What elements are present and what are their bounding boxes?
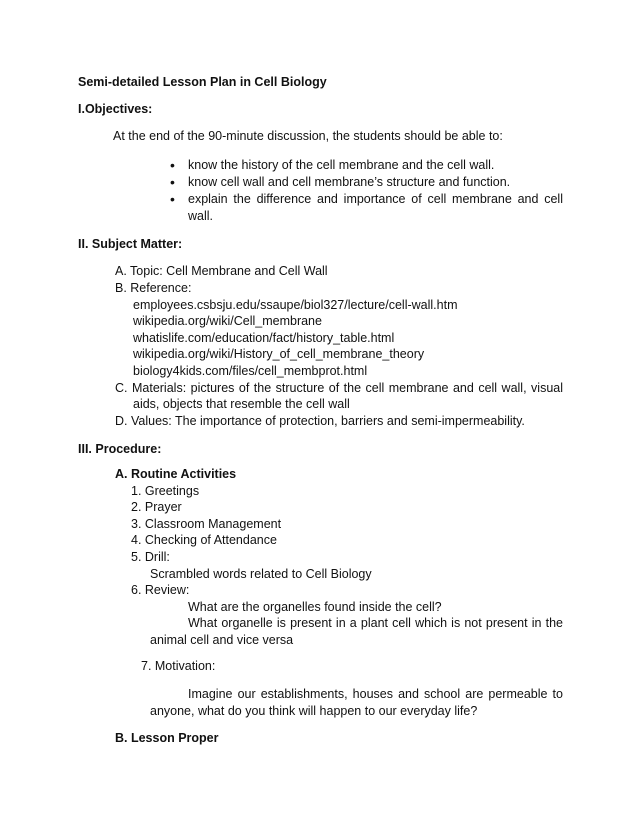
subject-materials-cont: aids, objects that resemble the cell wall xyxy=(133,397,350,411)
bullet-icon: • xyxy=(170,174,175,190)
bullet-icon: • xyxy=(170,157,175,173)
routine-item: 5. Drill: xyxy=(131,550,170,564)
objectives-heading: I.Objectives: xyxy=(78,102,153,116)
routine-activities-heading: A. Routine Activities xyxy=(115,467,237,481)
reference-item: employees.csbsju.edu/ssaupe/biol327/lecture/cell-wall.htm xyxy=(133,298,458,312)
routine-item: 1. Greetings xyxy=(131,484,200,498)
reference-item: whatislife.com/education/fact/history_table.html xyxy=(133,331,395,345)
drill-text: Scrambled words related to Cell Biology xyxy=(150,567,372,581)
procedure-heading: III. Procedure: xyxy=(78,442,162,456)
subject-matter-heading: II. Subject Matter: xyxy=(78,237,183,251)
document-title: Semi-detailed Lesson Plan in Cell Biology xyxy=(78,75,327,89)
review-label: 6. Review: xyxy=(131,583,190,597)
subject-topic: A. Topic: Cell Membrane and Cell Wall xyxy=(115,264,328,278)
objectives-intro: At the end of the 90-minute discussion, the students should be able to: xyxy=(113,129,503,143)
motivation-text-cont: anyone, what do you think will happen to our everyday life? xyxy=(150,704,478,718)
objective-item-1: know the history of the cell membrane and the cell wall. xyxy=(188,158,495,172)
routine-item: 2. Prayer xyxy=(131,500,182,514)
motivation-label: 7. Motivation: xyxy=(141,659,216,673)
routine-item: 4. Checking of Attendance xyxy=(131,533,277,547)
reference-item: biology4kids.com/files/cell_membprot.html xyxy=(133,364,368,378)
reference-item: wikipedia.org/wiki/History_of_cell_membrane_theory xyxy=(133,347,425,361)
bullet-icon: • xyxy=(170,191,175,207)
review-question-2-cont: animal cell and vice versa xyxy=(150,633,294,647)
routine-item: 3. Classroom Management xyxy=(131,517,282,531)
motivation-text: Imagine our establishments, houses and school are permeable to xyxy=(188,687,563,701)
review-question-2: What organelle is present in a plant cell which is not present in the xyxy=(188,616,563,630)
objective-item-2: know cell wall and cell membrane’s structure and function. xyxy=(188,175,511,189)
subject-values: D. Values: The importance of protection, barriers and semi-impermeability. xyxy=(115,414,525,428)
review-question-1: What are the organelles found inside the cell? xyxy=(188,600,442,614)
subject-reference-label: B. Reference: xyxy=(115,281,192,295)
objective-item-3-cont: wall. xyxy=(188,209,214,223)
reference-item: wikipedia.org/wiki/Cell_membrane xyxy=(133,314,322,328)
lesson-proper-heading: B. Lesson Proper xyxy=(115,731,219,745)
objective-item-3: explain the difference and importance of cell membrane and cell xyxy=(188,192,563,206)
subject-materials: C. Materials: pictures of the structure of the cell membrane and cell wall, visual xyxy=(115,381,563,395)
